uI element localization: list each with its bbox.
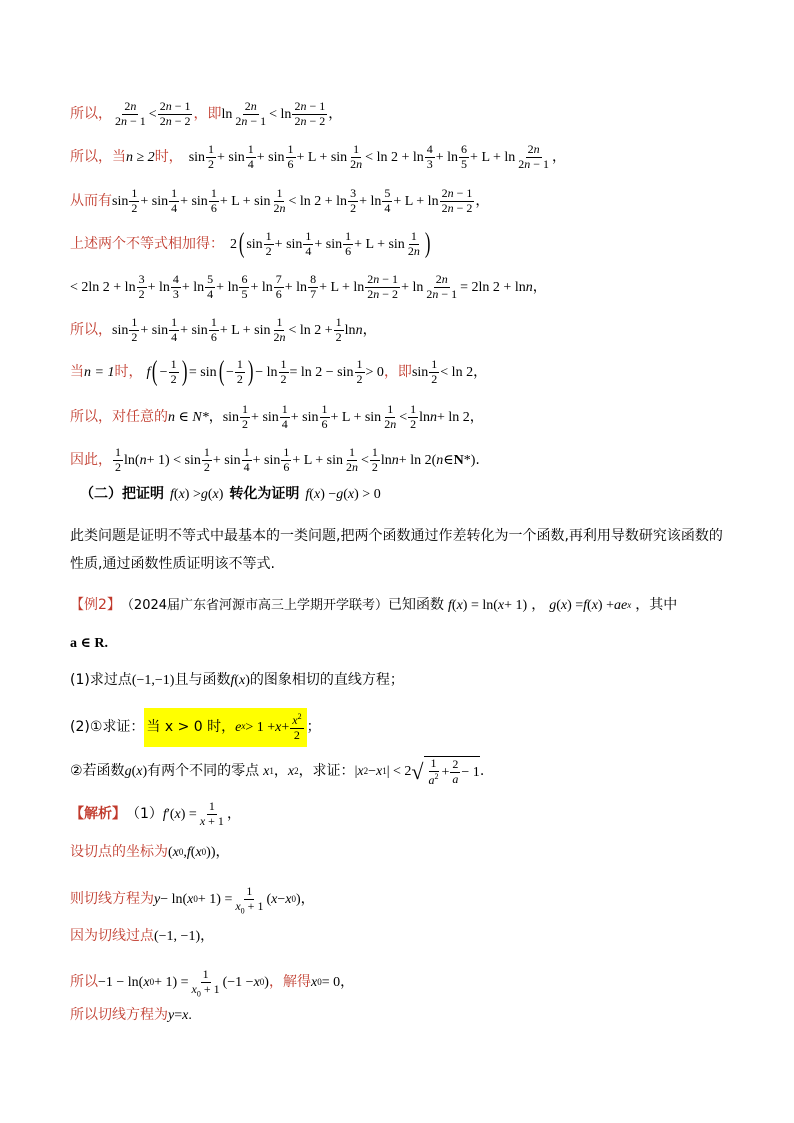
line-7-time: 时， (114, 363, 143, 380)
line-2-cond: n ≥ 2 (126, 149, 155, 165)
line-2-label: 所以，当 (70, 148, 126, 165)
formula: sin $\frac{1}{2}$ + sin $\frac{1}{4}$ + sin $\frac{1}{6}$ + L + sin $\frac{1}{2n}$ < ln 2 + $\frac{1}{2}$ ln n (112, 315, 363, 344)
line-8 (70, 403, 734, 432)
comma: ， (340, 974, 355, 991)
q2b-sep: ， (273, 763, 288, 780)
q2b-end: . (479, 763, 485, 780)
s5-label: 所以 (70, 974, 98, 991)
line-7-label: 当 (70, 363, 84, 380)
comma: ， (300, 891, 315, 908)
line-4-label: 上述两个不等式相加得： (70, 235, 224, 252)
line-7-cond: n = 1 (84, 364, 115, 380)
line-6-label: 所以， (70, 321, 112, 338)
formula: 2 ( sin $\frac{1}{2}$ + sin $\frac{1}{4}$ + sin $\frac{1}{6}$ + L + sin $\frac{1}{2n}$ ) (230, 228, 431, 260)
formula: f ( x ) > g ( x ) (170, 487, 224, 502)
question-2b (70, 756, 734, 788)
formula: e x > 1 + x + $\frac{x^2}{2}$ (235, 712, 302, 742)
formula: sin $\frac{1}{2}$ + sin $\frac{1}{4}$ + sin $\frac{1}{6}$ + L + sin $\frac{1}{2n}$ < ln 2 + ln $\frac{4}{3}$ + ln $\frac{6}{5}$ + L + ln $\frac{2n}{2n - 1}$ (188, 142, 550, 171)
formula: $\frac{2n}{2n - 1}$ < $\frac{2n - 1}{2n - 2}$ (115, 99, 191, 128)
formula: x 2 (287, 764, 299, 780)
s3-label: 则切线方程为 (70, 891, 154, 908)
line-2-time: 时， (154, 148, 183, 165)
q2b-mid2: ，求证： (298, 763, 355, 780)
line-8-cond: n ∈ N* (168, 409, 209, 425)
q1-rest: 且与函数 (174, 672, 231, 688)
s2-label: 设切点的坐标为 (70, 844, 168, 860)
question-2a (70, 708, 734, 747)
formula: −1 − ln( x 0 + 1) = $\frac{1}{x_0 + 1}$ (−1 − x 0 ) (98, 967, 269, 999)
line-9-label: 因此， (70, 451, 112, 468)
example-source: （2024届广东省河源市高三上学期开学联考） (120, 597, 389, 613)
line-7-mid: ，即 (383, 363, 412, 380)
q2b-label: ②若函数 (70, 763, 125, 780)
formula: y − ln( x 0 + 1) = $\frac{1}{x_0 + 1}$ ( x − x 0 ) (154, 884, 301, 916)
line-3-end: ， (475, 192, 490, 209)
q1-rest2: 的图象相切的直线方程； (249, 672, 404, 688)
formula: ( x 0 , f ( x 0 )) (168, 845, 216, 860)
formula: y = x . (168, 1008, 192, 1023)
solution-line-3 (70, 885, 734, 915)
formula: g ( x ) = f ( x ) + ae x (549, 598, 632, 613)
solution-line-5 (70, 968, 734, 998)
formula: f ( x ) − g ( x ) > 0 (305, 487, 381, 502)
line-2-end: ， (552, 148, 567, 165)
line-6 (70, 316, 734, 345)
s4-label: 因为切线过点 (70, 928, 154, 944)
formula: sin $\frac{1}{2}$ + sin $\frac{1}{4}$ + sin $\frac{1}{6}$ + L + sin $\frac{1}{2n}$ < ln 2 + ln $\frac{3}{2}$ + ln $\frac{5}{4}$ + L + ln $\frac{2n - 1}{2n - 2}$ (112, 186, 473, 215)
formula: f ( x ) = ln( x + 1) (448, 598, 528, 613)
comma: ， (226, 805, 241, 822)
q2a-label: (2)①求证： (70, 718, 145, 735)
paragraph: 此类问题是证明不等式中最基本的一类问题,把两个函数通过作差转化为一个函数,再利用导数研究该函数的性质,通过函数性质证明该不等式. (70, 528, 723, 572)
line-1 (70, 100, 734, 129)
highlight (144, 708, 306, 747)
comma: ， (215, 844, 230, 860)
solution-line-2 (70, 845, 734, 860)
q2a-hl-text: 当 x > 0 时， (146, 718, 236, 735)
heading-part1: （二）把证明 (80, 486, 164, 502)
formula: $\frac{1}{2}$ ln( n + 1) < sin $\frac{1}{2}$ + sin $\frac{1}{4}$ + sin $\frac{1}{6}$ + L + sin $\frac{1}{2n}$ < $\frac{1}{2}$ ln n + ln 2( n ∈ N *) (115, 445, 476, 474)
line-3-label: 从而有 (70, 192, 112, 209)
solution-line-1 (70, 800, 734, 829)
line-5-end: ， (532, 278, 547, 295)
line-9 (70, 446, 734, 475)
example-text4: a ∈ R. (70, 636, 108, 651)
example-line-2 (70, 636, 734, 651)
line-2 (70, 143, 734, 172)
formula: | x 2 − x 1 | < 2 √ $\frac{1}{a^2}$ + $\frac{2}{a}$ − 1 (354, 756, 480, 787)
comma: ， (200, 928, 215, 944)
question-1 (70, 673, 734, 688)
line-9-end: . (475, 451, 480, 468)
example-text1: 已知函数 (388, 597, 445, 613)
example-tag: 【例2】 (70, 597, 121, 613)
line-1-mid: ，即 (193, 105, 222, 122)
section-heading (80, 487, 734, 502)
line-7-end: ， (473, 363, 488, 380)
formula: x 1 (263, 764, 274, 780)
comma: ， (208, 408, 223, 425)
formula: g ( x ) (124, 764, 148, 780)
formula: (−1, −1) (154, 929, 201, 944)
solution-line-4 (70, 929, 734, 944)
line-6-end: ， (362, 321, 377, 338)
q1-label: (1)求过点 (70, 672, 132, 688)
formula: f ( − $\frac{1}{2}$ ) = sin ( − $\frac{1}{2}$ ) − ln $\frac{1}{2}$ = ln 2 − sin $\frac{1}{2}$ > 0 (146, 356, 384, 388)
formula: x 0 = 0 (310, 975, 341, 991)
s6-label: 所以切线方程为 (70, 1007, 168, 1023)
formula: sin $\frac{1}{2}$ + sin $\frac{1}{4}$ + sin $\frac{1}{6}$ + L + sin $\frac{1}{2n}$ < $\frac{1}{2}$ ln n + ln 2 (222, 402, 470, 431)
formula: f ′( x ) = $\frac{1}{x + 1}$ (162, 799, 224, 828)
line-4 (70, 230, 734, 259)
solution-tag: 【解析】 (70, 805, 126, 822)
q1-point: (−1,−1) (131, 673, 175, 688)
line-8-label: 所以，对任意的 (70, 408, 168, 425)
example-text3: ，其中 (635, 597, 678, 613)
formula: ln $\frac{2n}{2n - 1}$ < ln $\frac{2n - 1}{2n - 2}$ (221, 99, 326, 128)
line-1-label: 所以， (70, 105, 112, 122)
line-3 (70, 187, 734, 216)
s5-mid: ，解得 (268, 974, 311, 991)
line-7 (70, 358, 734, 387)
line-8-end: ， (469, 408, 484, 425)
formula: sin $\frac{1}{2}$ < ln 2 (411, 357, 474, 386)
formula: f ( x ) (230, 673, 250, 688)
s1-label: （1） (126, 805, 163, 822)
formula: < 2ln 2 + ln $\frac{3}{2}$ + ln $\frac{4}{3}$ + ln $\frac{5}{4}$ + ln $\frac{6}{5}$ + ln $\frac{7}{6}$ + ln $\frac{8}{7}$ + L + ln $\frac{2n - 1}{2n - 2}$ + ln $\frac{2n}{2n - 1}$ = 2ln 2 + ln n (70, 272, 533, 301)
heading-part2: 转化为证明 (229, 486, 300, 502)
q2b-mid: 有两个不同的零点 (147, 763, 260, 780)
example-text2: ， (531, 597, 546, 613)
line-1-end: ， (328, 105, 343, 122)
solution-line-6 (70, 1008, 734, 1023)
line-5 (70, 273, 734, 302)
example-line (70, 598, 734, 613)
q2a-end: ； (306, 718, 321, 735)
